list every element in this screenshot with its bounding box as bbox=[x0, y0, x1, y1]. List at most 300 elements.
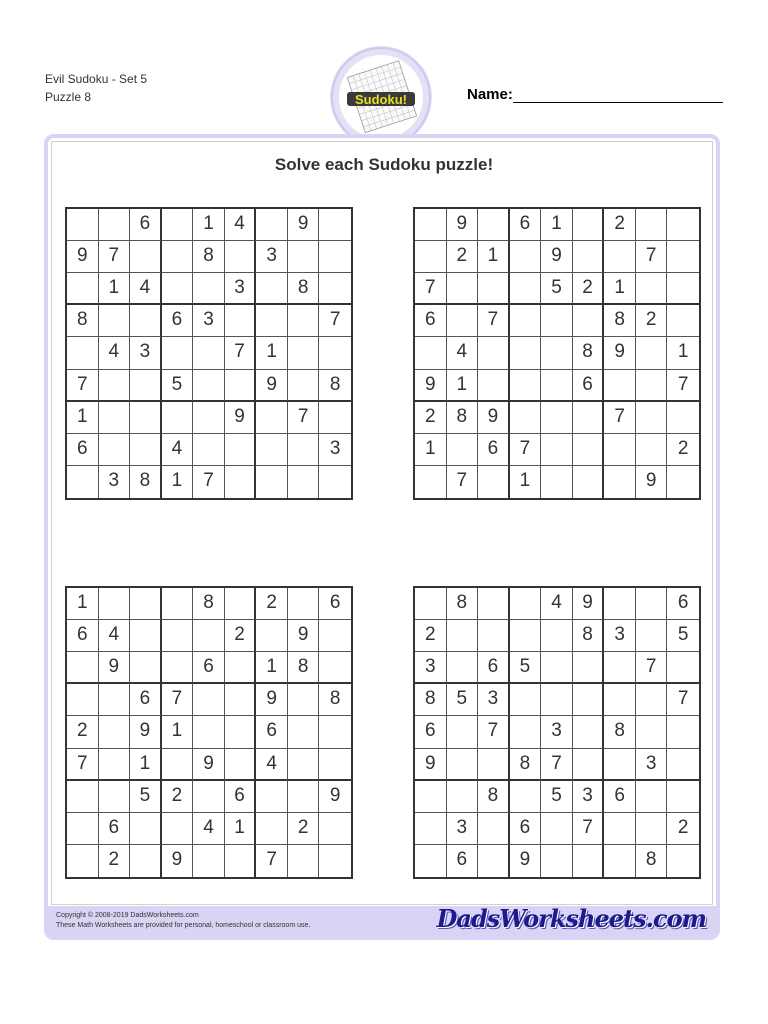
sudoku-cell: 7 bbox=[67, 749, 99, 781]
sudoku-cell[interactable] bbox=[225, 305, 257, 337]
sudoku-cell[interactable] bbox=[667, 305, 699, 337]
sudoku-cell[interactable] bbox=[193, 845, 225, 877]
sudoku-cell: 9 bbox=[541, 241, 573, 273]
worksheet-header bbox=[45, 70, 147, 106]
footer-text bbox=[56, 911, 310, 931]
sudoku-cell: 5 bbox=[541, 781, 573, 813]
sudoku-cell[interactable] bbox=[256, 620, 288, 652]
sudoku-cell: 3 bbox=[319, 434, 351, 466]
name-label: Name: bbox=[467, 86, 513, 103]
sudoku-cell: 4 bbox=[99, 620, 131, 652]
sudoku-cell[interactable] bbox=[541, 434, 573, 466]
sudoku-cell[interactable] bbox=[288, 434, 320, 466]
sudoku-cell[interactable] bbox=[319, 337, 351, 369]
sudoku-cell[interactable] bbox=[573, 241, 605, 273]
sudoku-cell: 2 bbox=[415, 402, 447, 434]
sudoku-cell[interactable] bbox=[130, 845, 162, 877]
sudoku-cell: 1 bbox=[541, 209, 573, 241]
sudoku-cell: 7 bbox=[67, 370, 99, 402]
sudoku-cell[interactable] bbox=[478, 749, 510, 781]
sudoku-cell[interactable] bbox=[604, 370, 636, 402]
sudoku-cell: 3 bbox=[193, 305, 225, 337]
sudoku-cell[interactable] bbox=[319, 620, 351, 652]
sudoku-cell[interactable] bbox=[130, 241, 162, 273]
sudoku-cell[interactable] bbox=[225, 684, 257, 716]
sudoku-cell: 6 bbox=[99, 813, 131, 845]
sudoku-cell[interactable] bbox=[130, 813, 162, 845]
sudoku-cell[interactable] bbox=[130, 588, 162, 620]
sudoku-cell[interactable] bbox=[573, 684, 605, 716]
sudoku-cell[interactable] bbox=[510, 781, 542, 813]
sudoku-cell[interactable] bbox=[288, 781, 320, 813]
sudoku-cell[interactable] bbox=[225, 749, 257, 781]
sudoku-cell[interactable] bbox=[447, 652, 479, 684]
sudoku-cell[interactable] bbox=[67, 781, 99, 813]
sudoku-cell[interactable] bbox=[319, 241, 351, 273]
sudoku-puzzle-3 bbox=[65, 586, 353, 879]
sudoku-cell[interactable] bbox=[667, 652, 699, 684]
sudoku-cell: 4 bbox=[541, 588, 573, 620]
sudoku-cell[interactable] bbox=[541, 305, 573, 337]
sudoku-cell: 6 bbox=[67, 620, 99, 652]
sudoku-cell[interactable] bbox=[636, 337, 668, 369]
sudoku-cell[interactable] bbox=[541, 370, 573, 402]
sudoku-cell[interactable] bbox=[447, 781, 479, 813]
sudoku-cell[interactable] bbox=[130, 370, 162, 402]
sudoku-cell[interactable] bbox=[99, 370, 131, 402]
sudoku-cell[interactable] bbox=[67, 466, 99, 498]
sudoku-cell[interactable] bbox=[193, 273, 225, 305]
sudoku-cell[interactable] bbox=[67, 652, 99, 684]
sudoku-cell[interactable] bbox=[541, 337, 573, 369]
sudoku-cell[interactable] bbox=[415, 813, 447, 845]
sudoku-cell[interactable] bbox=[288, 749, 320, 781]
sudoku-cell[interactable] bbox=[573, 305, 605, 337]
sudoku-cell[interactable] bbox=[604, 588, 636, 620]
sudoku-cell[interactable] bbox=[193, 402, 225, 434]
sudoku-cell[interactable] bbox=[478, 337, 510, 369]
sudoku-cell[interactable] bbox=[193, 684, 225, 716]
sudoku-cell[interactable] bbox=[667, 209, 699, 241]
sudoku-cell: 7 bbox=[636, 241, 668, 273]
sudoku-cell[interactable] bbox=[541, 813, 573, 845]
sudoku-cell[interactable] bbox=[447, 749, 479, 781]
sudoku-cell[interactable] bbox=[99, 781, 131, 813]
sudoku-cell[interactable] bbox=[225, 434, 257, 466]
sudoku-cell[interactable] bbox=[99, 305, 131, 337]
sudoku-cell[interactable] bbox=[415, 781, 447, 813]
sudoku-cell[interactable] bbox=[162, 588, 194, 620]
sudoku-cell[interactable] bbox=[67, 209, 99, 241]
sudoku-cell: 3 bbox=[415, 652, 447, 684]
sudoku-cell: 1 bbox=[415, 434, 447, 466]
sudoku-cell[interactable] bbox=[573, 402, 605, 434]
sudoku-cell: 7 bbox=[478, 305, 510, 337]
sudoku-cell[interactable] bbox=[573, 434, 605, 466]
sudoku-cell: 3 bbox=[225, 273, 257, 305]
sudoku-cell[interactable] bbox=[130, 620, 162, 652]
sudoku-cell[interactable] bbox=[288, 845, 320, 877]
puzzle-number: Puzzle 8 bbox=[45, 90, 92, 104]
sudoku-cell: 1 bbox=[225, 813, 257, 845]
sudoku-cell: 8 bbox=[604, 305, 636, 337]
sudoku-cell[interactable] bbox=[288, 684, 320, 716]
sudoku-cell[interactable] bbox=[510, 620, 542, 652]
sudoku-cell: 9 bbox=[415, 370, 447, 402]
sudoku-cell[interactable] bbox=[541, 466, 573, 498]
sudoku-cell: 4 bbox=[99, 337, 131, 369]
sudoku-cell: 8 bbox=[319, 370, 351, 402]
brand-logo[interactable]: DadsWorksheets.com bbox=[436, 904, 706, 933]
sudoku-cell[interactable] bbox=[478, 273, 510, 305]
sudoku-cell[interactable] bbox=[162, 652, 194, 684]
sudoku-cell[interactable] bbox=[415, 209, 447, 241]
sudoku-cell: 9 bbox=[319, 781, 351, 813]
sudoku-cell[interactable] bbox=[130, 305, 162, 337]
sudoku-cell[interactable] bbox=[99, 684, 131, 716]
sudoku-cell: 1 bbox=[478, 241, 510, 273]
sudoku-cell: 2 bbox=[573, 273, 605, 305]
sudoku-cell[interactable] bbox=[193, 620, 225, 652]
sudoku-cell[interactable] bbox=[510, 305, 542, 337]
sudoku-cell[interactable] bbox=[447, 620, 479, 652]
sudoku-cell[interactable] bbox=[510, 241, 542, 273]
sudoku-cell[interactable] bbox=[256, 273, 288, 305]
sudoku-cell: 5 bbox=[510, 652, 542, 684]
sudoku-cell[interactable] bbox=[573, 749, 605, 781]
sudoku-cell: 7 bbox=[636, 652, 668, 684]
sudoku-cell[interactable] bbox=[99, 209, 131, 241]
sudoku-cell[interactable] bbox=[510, 716, 542, 748]
sudoku-cell: 4 bbox=[256, 749, 288, 781]
sudoku-cell: 6 bbox=[478, 434, 510, 466]
sudoku-cell: 7 bbox=[604, 402, 636, 434]
sudoku-cell: 6 bbox=[225, 781, 257, 813]
sudoku-puzzle-4 bbox=[413, 586, 701, 879]
sudoku-cell: 7 bbox=[256, 845, 288, 877]
sudoku-cell: 8 bbox=[319, 684, 351, 716]
sudoku-cell[interactable] bbox=[478, 620, 510, 652]
sudoku-cell: 4 bbox=[130, 273, 162, 305]
sudoku-cell[interactable] bbox=[67, 845, 99, 877]
sudoku-cell[interactable] bbox=[604, 652, 636, 684]
sudoku-cell: 6 bbox=[510, 813, 542, 845]
sudoku-cell: 9 bbox=[510, 845, 542, 877]
sudoku-cell[interactable] bbox=[256, 781, 288, 813]
sudoku-cell: 7 bbox=[162, 684, 194, 716]
sudoku-cell[interactable] bbox=[288, 337, 320, 369]
sudoku-cell: 7 bbox=[510, 434, 542, 466]
sudoku-cell: 1 bbox=[447, 370, 479, 402]
sudoku-cell: 2 bbox=[667, 813, 699, 845]
sudoku-cell: 9 bbox=[99, 652, 131, 684]
sudoku-cell: 8 bbox=[573, 620, 605, 652]
sudoku-puzzle-1 bbox=[65, 207, 353, 500]
sudoku-cell[interactable] bbox=[636, 273, 668, 305]
sudoku-cell[interactable] bbox=[415, 337, 447, 369]
sudoku-cell: 9 bbox=[193, 749, 225, 781]
sudoku-cell[interactable] bbox=[67, 684, 99, 716]
sudoku-cell[interactable] bbox=[541, 652, 573, 684]
sudoku-cell: 9 bbox=[447, 209, 479, 241]
sudoku-cell[interactable] bbox=[225, 241, 257, 273]
sudoku-cell: 5 bbox=[162, 370, 194, 402]
sudoku-cell: 2 bbox=[447, 241, 479, 273]
sudoku-cell[interactable] bbox=[225, 466, 257, 498]
sudoku-cell[interactable] bbox=[415, 466, 447, 498]
sudoku-cell: 5 bbox=[667, 620, 699, 652]
sudoku-cell: 2 bbox=[67, 716, 99, 748]
sudoku-puzzle-2 bbox=[413, 207, 701, 500]
sudoku-cell[interactable] bbox=[604, 684, 636, 716]
sudoku-cell[interactable] bbox=[288, 716, 320, 748]
sudoku-cell: 8 bbox=[288, 273, 320, 305]
sudoku-cell: 2 bbox=[288, 813, 320, 845]
sudoku-cell[interactable] bbox=[636, 813, 668, 845]
sudoku-cell[interactable] bbox=[415, 241, 447, 273]
sudoku-cell: 8 bbox=[636, 845, 668, 877]
sudoku-cell[interactable] bbox=[573, 845, 605, 877]
sudoku-cell[interactable] bbox=[510, 588, 542, 620]
sudoku-cell: 2 bbox=[636, 305, 668, 337]
name-field[interactable] bbox=[513, 102, 723, 103]
sudoku-cell[interactable] bbox=[510, 337, 542, 369]
sudoku-cell[interactable] bbox=[541, 620, 573, 652]
sudoku-cell[interactable] bbox=[319, 209, 351, 241]
sudoku-cell[interactable] bbox=[667, 845, 699, 877]
sudoku-cell[interactable] bbox=[319, 749, 351, 781]
sudoku-cell: 1 bbox=[130, 749, 162, 781]
sudoku-cell[interactable] bbox=[319, 813, 351, 845]
sudoku-cell[interactable] bbox=[162, 749, 194, 781]
sudoku-cell: 7 bbox=[667, 684, 699, 716]
sudoku-cell[interactable] bbox=[667, 273, 699, 305]
sudoku-cell: 7 bbox=[193, 466, 225, 498]
sudoku-cell: 1 bbox=[256, 652, 288, 684]
sudoku-cell: 9 bbox=[478, 402, 510, 434]
sudoku-cell: 7 bbox=[225, 337, 257, 369]
sudoku-cell[interactable] bbox=[256, 402, 288, 434]
sudoku-cell[interactable] bbox=[667, 781, 699, 813]
sudoku-cell[interactable] bbox=[193, 434, 225, 466]
sudoku-cell[interactable] bbox=[225, 588, 257, 620]
sudoku-cell[interactable] bbox=[604, 813, 636, 845]
sudoku-cell: 8 bbox=[130, 466, 162, 498]
sudoku-cell[interactable] bbox=[667, 402, 699, 434]
sudoku-cell: 2 bbox=[162, 781, 194, 813]
sudoku-cell[interactable] bbox=[162, 813, 194, 845]
sudoku-cell[interactable] bbox=[510, 402, 542, 434]
logo-text: Sudoku! bbox=[355, 92, 407, 107]
sudoku-cell[interactable] bbox=[162, 241, 194, 273]
sudoku-cell[interactable] bbox=[162, 273, 194, 305]
sudoku-cell: 2 bbox=[415, 620, 447, 652]
sudoku-cell: 6 bbox=[256, 716, 288, 748]
sudoku-cell[interactable] bbox=[478, 370, 510, 402]
sudoku-cell[interactable] bbox=[478, 588, 510, 620]
sudoku-cell[interactable] bbox=[447, 273, 479, 305]
footer bbox=[46, 906, 718, 938]
sudoku-cell[interactable] bbox=[541, 845, 573, 877]
sudoku-cell: 4 bbox=[225, 209, 257, 241]
sudoku-cell: 2 bbox=[667, 434, 699, 466]
sudoku-cell[interactable] bbox=[604, 434, 636, 466]
sudoku-cell[interactable] bbox=[573, 209, 605, 241]
sudoku-cell[interactable] bbox=[319, 845, 351, 877]
sudoku-cell: 8 bbox=[67, 305, 99, 337]
sudoku-cell: 1 bbox=[67, 402, 99, 434]
sudoku-cell[interactable] bbox=[415, 588, 447, 620]
sudoku-cell: 6 bbox=[604, 781, 636, 813]
sudoku-cell: 8 bbox=[573, 337, 605, 369]
sudoku-cell: 7 bbox=[541, 749, 573, 781]
sudoku-cell: 7 bbox=[573, 813, 605, 845]
sudoku-cell: 8 bbox=[510, 749, 542, 781]
sudoku-cell[interactable] bbox=[667, 749, 699, 781]
sudoku-cell: 6 bbox=[319, 588, 351, 620]
sudoku-cell[interactable] bbox=[573, 716, 605, 748]
sudoku-cell: 7 bbox=[288, 402, 320, 434]
worksheet-title: Evil Sudoku - Set 5 bbox=[45, 72, 148, 86]
sudoku-cell[interactable] bbox=[478, 813, 510, 845]
sudoku-cell: 3 bbox=[447, 813, 479, 845]
sudoku-cell[interactable] bbox=[510, 273, 542, 305]
sudoku-cell: 1 bbox=[193, 209, 225, 241]
sudoku-cell[interactable] bbox=[447, 305, 479, 337]
sudoku-cell[interactable] bbox=[636, 370, 668, 402]
sudoku-cell: 1 bbox=[604, 273, 636, 305]
sudoku-cell[interactable] bbox=[67, 273, 99, 305]
sudoku-cell[interactable] bbox=[573, 652, 605, 684]
sudoku-cell[interactable] bbox=[541, 402, 573, 434]
sudoku-cell: 1 bbox=[256, 337, 288, 369]
sudoku-cell[interactable] bbox=[319, 466, 351, 498]
sudoku-cell[interactable] bbox=[225, 370, 257, 402]
sudoku-logo bbox=[330, 46, 432, 148]
sudoku-cell[interactable] bbox=[604, 466, 636, 498]
sudoku-cell: 6 bbox=[415, 716, 447, 748]
sudoku-cell[interactable] bbox=[667, 241, 699, 273]
sudoku-cell: 8 bbox=[193, 588, 225, 620]
sudoku-cell[interactable] bbox=[319, 716, 351, 748]
sudoku-cell[interactable] bbox=[256, 209, 288, 241]
sudoku-cell[interactable] bbox=[510, 370, 542, 402]
sudoku-cell: 6 bbox=[447, 845, 479, 877]
sudoku-cell[interactable] bbox=[256, 813, 288, 845]
sudoku-cell[interactable] bbox=[67, 337, 99, 369]
sudoku-cell[interactable] bbox=[636, 588, 668, 620]
sudoku-cell[interactable] bbox=[225, 716, 257, 748]
sudoku-cell: 9 bbox=[573, 588, 605, 620]
sudoku-cell[interactable] bbox=[193, 781, 225, 813]
sudoku-cell[interactable] bbox=[604, 845, 636, 877]
sudoku-cell[interactable] bbox=[636, 716, 668, 748]
sudoku-cell[interactable] bbox=[447, 716, 479, 748]
sudoku-cell[interactable] bbox=[478, 466, 510, 498]
sudoku-cell[interactable] bbox=[288, 370, 320, 402]
sudoku-cell[interactable] bbox=[636, 781, 668, 813]
sudoku-cell[interactable] bbox=[510, 684, 542, 716]
sudoku-cell[interactable] bbox=[447, 434, 479, 466]
sudoku-cell[interactable] bbox=[256, 466, 288, 498]
sudoku-cell: 9 bbox=[288, 620, 320, 652]
sudoku-cell: 9 bbox=[256, 370, 288, 402]
sudoku-cell[interactable] bbox=[99, 716, 131, 748]
sudoku-cell[interactable] bbox=[667, 716, 699, 748]
sudoku-cell[interactable] bbox=[162, 402, 194, 434]
sudoku-cell[interactable] bbox=[193, 337, 225, 369]
sudoku-cell: 9 bbox=[604, 337, 636, 369]
sudoku-cell[interactable] bbox=[225, 845, 257, 877]
sudoku-cell[interactable] bbox=[636, 620, 668, 652]
sudoku-cell[interactable] bbox=[256, 305, 288, 337]
sudoku-cell: 2 bbox=[604, 209, 636, 241]
sudoku-cell: 8 bbox=[288, 652, 320, 684]
sudoku-cell[interactable] bbox=[319, 273, 351, 305]
sudoku-cell: 1 bbox=[510, 466, 542, 498]
sudoku-cell[interactable] bbox=[573, 466, 605, 498]
sudoku-cell[interactable] bbox=[415, 845, 447, 877]
sudoku-cell[interactable] bbox=[288, 466, 320, 498]
sudoku-cell: 7 bbox=[447, 466, 479, 498]
sudoku-cell[interactable] bbox=[636, 209, 668, 241]
sudoku-cell[interactable] bbox=[541, 684, 573, 716]
sudoku-cell: 9 bbox=[225, 402, 257, 434]
sudoku-cell[interactable] bbox=[319, 652, 351, 684]
sudoku-cell: 8 bbox=[447, 402, 479, 434]
sudoku-cell: 3 bbox=[636, 749, 668, 781]
sudoku-cell[interactable] bbox=[99, 749, 131, 781]
sudoku-cell[interactable] bbox=[225, 652, 257, 684]
sudoku-cell[interactable] bbox=[288, 588, 320, 620]
sudoku-cell[interactable] bbox=[130, 402, 162, 434]
sudoku-cell[interactable] bbox=[193, 716, 225, 748]
sudoku-cell: 3 bbox=[541, 716, 573, 748]
sudoku-cell[interactable] bbox=[130, 434, 162, 466]
sudoku-cell: 2 bbox=[225, 620, 257, 652]
sudoku-cell[interactable] bbox=[604, 749, 636, 781]
sudoku-cell[interactable] bbox=[636, 402, 668, 434]
sudoku-cell[interactable] bbox=[288, 241, 320, 273]
sudoku-cell: 9 bbox=[636, 466, 668, 498]
sudoku-cell[interactable] bbox=[478, 209, 510, 241]
sudoku-cell[interactable] bbox=[288, 305, 320, 337]
sudoku-cell[interactable] bbox=[667, 466, 699, 498]
sudoku-cell[interactable] bbox=[478, 845, 510, 877]
sudoku-cell[interactable] bbox=[162, 337, 194, 369]
sudoku-cell[interactable] bbox=[99, 588, 131, 620]
sudoku-cell: 9 bbox=[162, 845, 194, 877]
sudoku-cell[interactable] bbox=[604, 241, 636, 273]
sudoku-cell: 5 bbox=[541, 273, 573, 305]
sudoku-cell[interactable] bbox=[193, 370, 225, 402]
sudoku-cell[interactable] bbox=[67, 813, 99, 845]
sudoku-cell[interactable] bbox=[256, 434, 288, 466]
sudoku-cell: 8 bbox=[478, 781, 510, 813]
sudoku-cell: 3 bbox=[256, 241, 288, 273]
sudoku-cell[interactable] bbox=[130, 652, 162, 684]
sudoku-cell[interactable] bbox=[162, 209, 194, 241]
sudoku-cell[interactable] bbox=[636, 684, 668, 716]
sudoku-cell[interactable] bbox=[162, 620, 194, 652]
sudoku-cell[interactable] bbox=[636, 434, 668, 466]
sudoku-cell[interactable] bbox=[99, 434, 131, 466]
sudoku-cell[interactable] bbox=[99, 402, 131, 434]
sudoku-cell: 9 bbox=[130, 716, 162, 748]
sudoku-cell: 8 bbox=[447, 588, 479, 620]
usage-notice: These Math Worksheets are provided for personal, homeschool or classroom use. bbox=[56, 922, 311, 929]
sudoku-cell[interactable] bbox=[319, 402, 351, 434]
